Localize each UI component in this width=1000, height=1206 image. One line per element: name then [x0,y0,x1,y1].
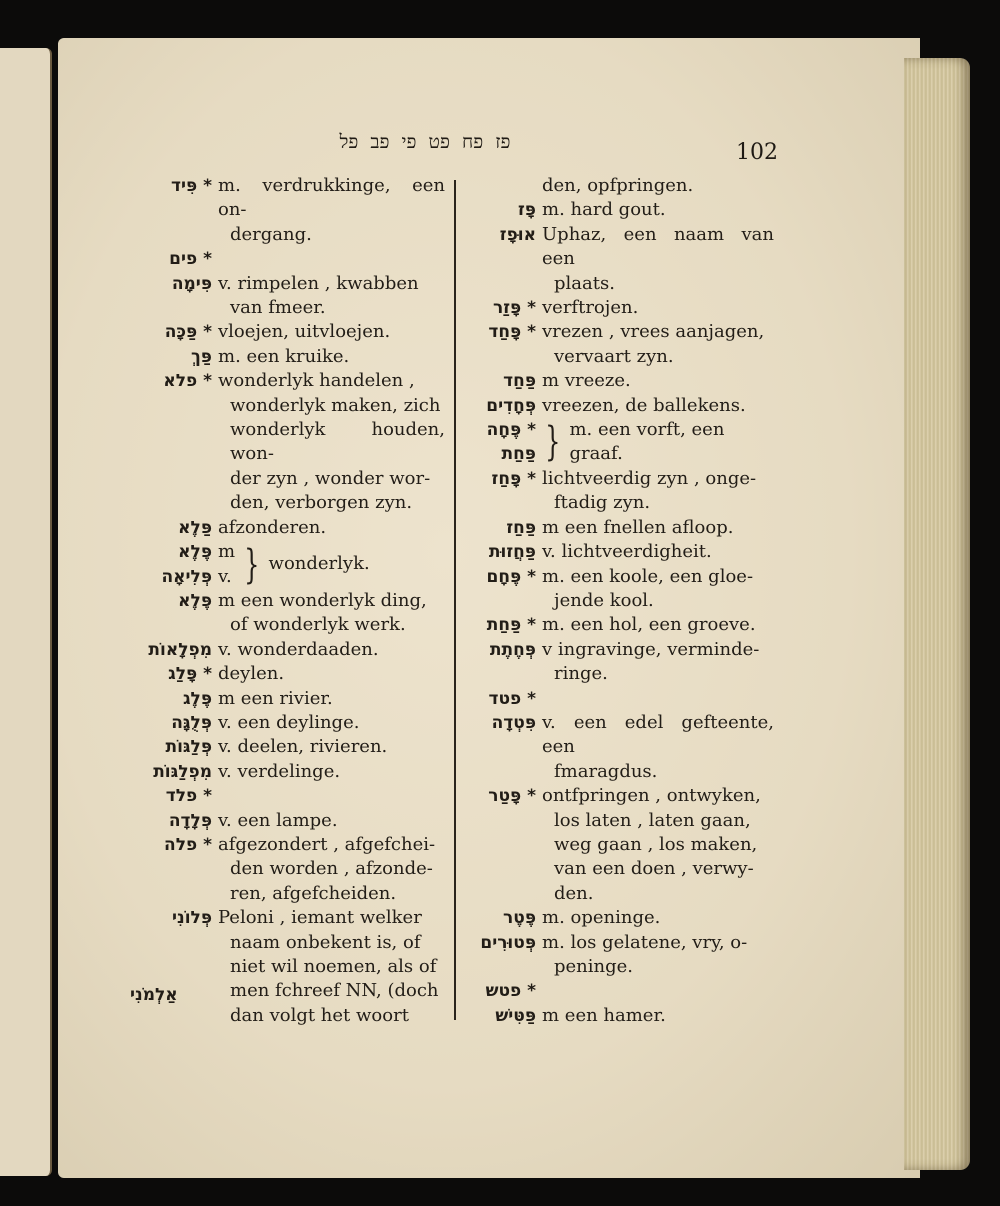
definition [542,174,774,198]
definition [218,711,445,735]
definition-line: dan volgt het woort [230,1004,409,1026]
headword: * פטד [488,688,536,709]
headword: * פַּכָּה [164,322,212,343]
headword: * פֶּחָם [486,566,536,587]
definition-line: der zyn , wonder wor- [230,467,431,489]
definition [218,687,445,711]
definition [542,931,774,980]
definition-line: men fchreef NN, (doch [230,980,439,1002]
dictionary-entry [474,711,774,784]
definition [218,320,445,344]
headword: פְּלַגּוֹת [165,737,212,758]
definition [218,369,445,515]
definition [542,613,774,637]
definition [542,516,774,540]
headword: פֶּטֶר [503,908,536,929]
headword: * פָּלַג [168,664,212,685]
brace-icon: } [244,541,260,588]
definition [218,174,445,247]
definition-line: den, opfpringen. [542,175,694,196]
dictionary-entry [474,638,774,687]
definition-line: verftrojen. [542,297,639,319]
headword: * פֶּחָה [486,420,536,441]
definition-line: wonderlyk handelen , [218,370,415,392]
definition [218,784,445,808]
definition-line: m een wonderlyk ding, [218,589,427,611]
definition [218,272,445,321]
catchword: אַלְמֹנִי [130,985,178,1005]
dictionary-entry [474,1004,774,1028]
definition [542,320,774,369]
headword: * פַּחַת [486,615,536,636]
headword: פַּטִּישׁ [495,1005,536,1026]
dictionary-entry [110,247,445,271]
definition-line: m. los gelatene, vry, o- [542,931,748,953]
definition-line: m vreeze. [542,370,631,392]
definition [542,369,774,393]
brace-icon: } [545,419,561,466]
definition [542,784,774,906]
dictionary-entry [474,174,774,198]
running-head: פז פח פט פי פב פל [339,131,511,153]
definition-line: weg gaan , los maken, [554,833,758,855]
dictionary-entry [474,198,774,222]
headword: * פלה [164,834,212,855]
definition-line: van fmeer. [230,297,326,319]
definition-line: deylen. [218,663,285,685]
definition-line: ren, afgefcheiden. [230,882,397,904]
dictionary-entry [110,833,445,906]
dictionary-entry [110,662,445,686]
definition [542,1004,774,1028]
definition [218,760,445,784]
headword: * פים [169,249,212,270]
headword: פְּלִיאָה [161,566,212,587]
definition [542,198,774,222]
definition-line: m. een kruike. [218,345,350,367]
definition-line: niet wil noemen, als of [230,956,437,977]
definition [218,345,445,369]
definition-line: ontfpringen , ontwyken, [542,785,761,807]
definition [542,979,774,1003]
definition-line: vrezen , vrees aanjagen, [542,321,765,343]
dictionary-entry [110,809,445,833]
grouped-entry [474,418,774,467]
definition-line: peninge. [554,956,634,977]
headword-group [474,418,536,467]
definition [542,565,774,614]
column-divider [454,180,456,1020]
page-stack-edges [904,58,970,1170]
definition [542,467,774,516]
definition-line: v. een edel gefteente, een [542,711,774,758]
dictionary-entry [474,540,774,564]
definition-line: plaats. [554,272,615,294]
dictionary-entry [474,687,774,711]
dictionary-entry [474,906,774,930]
definition-line: den worden , afzonde- [230,858,433,880]
definition-line: lichtveerdig zyn , onge- [542,467,757,489]
definition-line: of wonderlyk werk. [230,614,406,636]
dictionary-entry [110,272,445,321]
definition [218,247,445,271]
dictionary-entry [110,345,445,369]
dictionary-entry [110,906,445,1028]
definition-line: v. een lampe. [218,809,338,831]
headword: פָּז [518,200,536,221]
definition-line: m een rivier. [218,687,333,709]
definition-line: m een hamer. [542,1004,666,1026]
gender-label: m [218,541,236,563]
headword: פְּטוּרִים [480,932,536,953]
definition: wonderlyk. [268,553,370,575]
definition-line: Uphaz, een naam van een [542,223,774,270]
right-column [474,174,774,1028]
headword: פִּימָה [171,273,212,294]
headword: * פָּחַז [491,468,536,489]
definition-line: fmaragdus. [554,760,658,782]
headword: פְּחֶתֶת [489,639,536,660]
gender-label: v. [218,565,232,587]
dictionary-entry [474,784,774,906]
headword: פִּטְדָה [491,712,536,733]
definition [542,906,774,930]
headword: * פטש [485,981,536,1002]
definition [542,687,774,711]
headword: אוּפָז [499,224,536,245]
definition-line: van een doen , verwy- [554,858,754,880]
definition [542,711,774,784]
headword: פַּחַז [506,517,536,538]
headword: מִפְלָאוֹת [148,639,212,660]
definition [542,394,774,418]
headword: פַּחַד [503,371,536,392]
headword: * פלד [165,786,212,807]
definition-line: m. openinge. [542,907,661,929]
definition [218,906,445,1028]
previous-page-edge [0,48,52,1176]
definition [542,296,774,320]
definition-line: m een fnellen afloop. [542,516,734,538]
dictionary-entry [474,394,774,418]
dictionary-entry [110,516,445,540]
dictionary-entry [474,369,774,393]
dictionary-entry [110,784,445,808]
dictionary-entry [474,296,774,320]
definition [218,662,445,686]
definition-line: v. verdelinge. [218,760,341,782]
definition-line: wonderlyk maken, zich [230,394,441,416]
dictionary-entry [110,320,445,344]
definition [218,809,445,833]
definition-line: v. wonderdaaden. [218,638,379,660]
headword: פְּחָדִים [486,395,536,416]
definition-line: m. verdrukkinge, een on- [218,175,445,221]
definition-line: v. lichtveerdigheit. [542,541,712,563]
definition [542,540,774,564]
definition-line: vloejen, uitvloejen. [218,321,391,343]
definition: m. een vorft, een graaf. [569,419,725,465]
dictionary-entry [110,711,445,735]
definition-line: v ingravinge, verminde- [542,638,760,660]
dictionary-entry [110,687,445,711]
definition [542,638,774,687]
definition-line: afzonderen. [218,516,327,538]
dictionary-entry [474,467,774,516]
dictionary-entry [474,565,774,614]
definition-line: vreezen, de ballekens. [542,394,746,416]
definition [218,638,445,662]
definition-line: dergang. [230,223,312,245]
headword: * פלא [163,371,212,392]
headword: מִפְלַגּוֹת [153,761,212,782]
definition-line: wonderlyk houden, won- [230,419,445,465]
headword: פַּלֶא [178,517,212,538]
headword: פֶּלֶא [178,542,212,563]
headword: פַּחֲזוּת [488,542,536,563]
definition-line: den, verborgen zyn. [230,492,413,514]
dictionary-entry [110,638,445,662]
dictionary-entry [110,735,445,759]
definition-line: ringe. [554,663,608,685]
definition-line: v. rimpelen , kwabben [218,272,419,294]
dictionary-entry [110,174,445,247]
headword: פֶּלֶא [178,590,212,611]
definition-line: den. [554,882,594,904]
definition-line: vervaart zyn. [554,345,674,367]
definition [218,589,445,638]
dictionary-entry [110,369,445,515]
definition-line: los laten , laten gaan, [554,809,751,831]
definition-line: jende kool. [554,589,654,611]
headword: פֶּלֶג [182,688,212,709]
definition-line: afgezondert , afgefchei- [218,833,436,855]
grouped-entry [110,540,445,589]
definition [542,223,774,296]
definition-line: m. een hol, een groeve. [542,614,756,636]
headword: * פָּזַר [492,298,536,319]
left-column [110,174,445,1028]
definition-line: ftadig zyn. [554,492,651,514]
definition-line: v. deelen, rivieren. [218,736,388,758]
dictionary-entry [474,516,774,540]
dictionary-entry [474,979,774,1003]
headword: פַּךְ [190,346,212,367]
headword: * פָּחַד [488,322,536,343]
dictionary-entry [474,931,774,980]
dictionary-entry [474,320,774,369]
page-number: 102 [736,140,778,165]
dictionary-entry [110,589,445,638]
dictionary-entry [110,760,445,784]
definition-line: naam onbekent is, of [230,931,421,953]
headword: * פִּיד [171,176,212,196]
definition [218,735,445,759]
headword: פְּלוֹנִי [171,908,212,929]
headword: פְּלֻגָּה [171,712,212,733]
headword: פַּחַת [501,444,536,465]
definition-line: v. een deylinge. [218,711,360,733]
headword-group [110,540,212,589]
definition-line: m. een koole, een gloe- [542,565,754,587]
headword: * פָּטַר [488,786,536,807]
dictionary-entry [474,223,774,296]
definition [218,833,445,906]
definition-line: Peloni , iemant welker [218,907,422,929]
definition [218,516,445,540]
headword: פְּלָדָה [168,810,212,831]
definition-line: m. hard gout. [542,199,666,221]
dictionary-entry [474,613,774,637]
